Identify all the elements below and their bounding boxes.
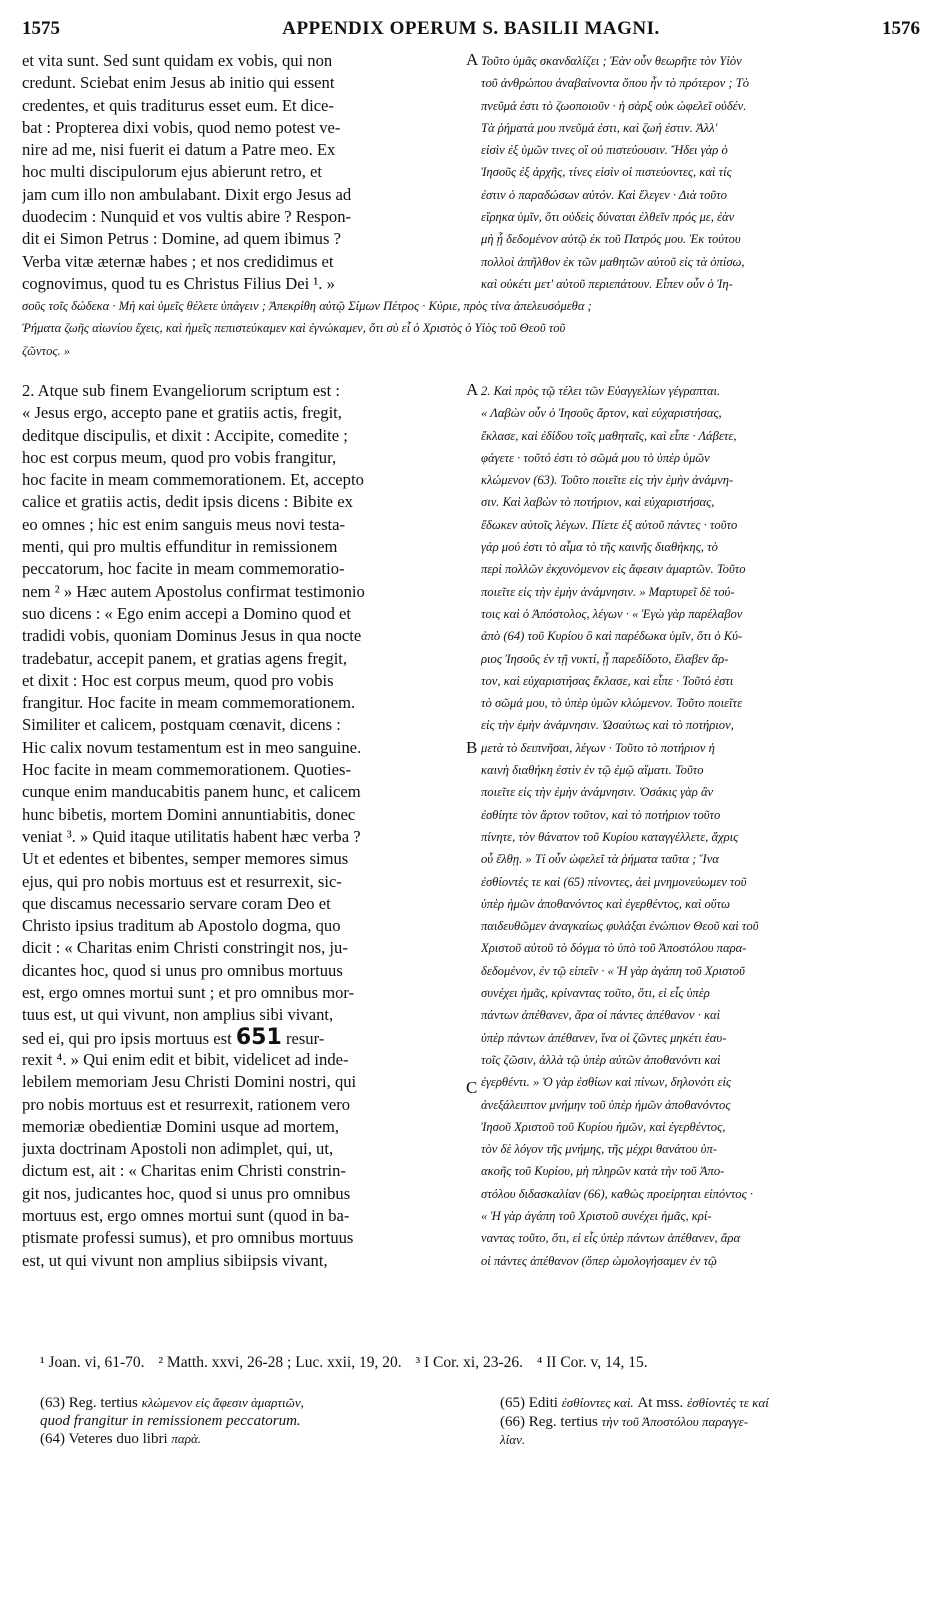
greek-full-width-lines <box>22 295 920 362</box>
text-line: deditque discipulis, et dixit : Accipite, comedite ; <box>22 425 348 445</box>
note-64-greek: παρὰ. <box>171 1431 202 1446</box>
text-line: τὸν δὲ λόγον τῆς μνήμης, τῆς μέχρι θανάτου ὑπ- <box>481 1142 717 1157</box>
note-65-text: At mss. <box>637 1395 684 1411</box>
margin-marker-b: B <box>466 738 478 757</box>
latin-line-with-column-number <box>22 1027 462 1049</box>
text-line: Christo ipsius traditum ab Apostolo dogma, quo <box>22 916 341 936</box>
text-line: et dixit : Hoc est corpus meum, quod pro vobis <box>22 670 334 690</box>
footnote-ref: ¹ Joan. vi, 61-70. <box>40 1354 145 1371</box>
text-line: jam cum illo non ambulabant. Dixit ergo Jesus ad <box>22 184 352 204</box>
text-line: Χριστοῦ αὐτοῦ τὸ δόγμα τὸ ὑπὸ τοῦ Ἀποστόλου παρα- <box>481 941 747 956</box>
note-63-label: (63) Reg. tertius <box>40 1395 138 1411</box>
text-line: frangitur. Hoc facite in meam commemorationem. <box>22 693 356 713</box>
text-line: dictum est, ait : « Charitas enim Christi constrin- <box>22 1161 346 1181</box>
note-65-greek: ἐσθίοντες καὶ. <box>561 1395 634 1410</box>
text-line: 2. Καὶ πρὸς τῷ τέλει τῶν Εὐαγγελίων γέγραπται. <box>481 384 721 398</box>
text-line: hunc bibetis, mortem Domini annuntiabitis, donec <box>22 804 356 824</box>
text-line: συνέχει ἡμᾶς, κρίναντας τοῦτο, ὅτι, εἰ εἷς ὑπὲρ <box>481 986 710 1001</box>
text-line: γάρ μού ἐστι τὸ αἷμα τὸ τῆς καινῆς διαθήκης, τὸ <box>481 540 718 555</box>
text-line: tradidi vobis, quoniam Dominus Jesus in qua nocte <box>22 626 362 646</box>
running-title: APPENDIX OPERUM S. BASILII MAGNI. <box>282 18 660 39</box>
text-line: ὑπὲρ πάντων ἀπέθανεν, ἵνα οἱ ζῶντες μηκέτι ἑαυ- <box>481 1030 727 1045</box>
text-line: et vita sunt. Sed sunt quidam ex vobis, qui non <box>22 51 333 70</box>
note-64-label: (64) Veteres duo libri <box>40 1431 168 1447</box>
text-line: φάγετε · τοῦτό ἐστι τὸ σῶμά μου τὸ ὑπὲρ ὑμῶν <box>481 450 710 465</box>
text-line: πίνητε, τὸν θάνατον τοῦ Κυρίου καταγγέλλετε, ἄχρις <box>481 829 739 844</box>
text-line: Ἰησοῦς ἐξ ἀρχῆς, τίνες εἰσὶν οἱ πιστεύοντες, καὶ τίς <box>481 165 732 180</box>
text-line: credunt. Sciebat enim Jesus ab initio qui essent <box>22 73 335 93</box>
text-line: dicit : « Charitas enim Christi constringit nos, ju- <box>22 938 348 958</box>
footnote-ref: ³ I Cor. xi, 23-26. <box>415 1354 523 1371</box>
text-line: est, ergo omnes mortui sunt ; et pro omnibus mor- <box>22 983 355 1003</box>
text-line: hoc est corpus meum, quod pro vobis frangitur, <box>22 447 337 467</box>
text-line: εἴρηκα ὑμῖν, ὅτι οὐδεὶς δύναται ἐλθεῖν πρός με, ἐὰν <box>481 210 735 225</box>
text-line: eo omnes ; hic est enim sanguis meus novi testa- <box>22 514 346 534</box>
text-line: credentes, et quis traditurus esset eum. Et dice- <box>22 95 334 115</box>
page-number-left: 1575 <box>22 18 60 39</box>
scripture-footnotes <box>40 1354 920 1372</box>
text-line: ἐσθίοντές τε καὶ (65) πίνοντες, ἀεὶ μνημονεύωμεν τοῦ <box>481 874 747 889</box>
text-line: rexit ⁴. » Qui enim edit et bibit, videlicet ad inde- <box>22 1050 349 1069</box>
text-line: calice et gratiis actis, dedit ipsis dicens : Bibite ex <box>22 492 353 512</box>
text-line: ποιεῖτε εἰς τὴν ἐμὴν ἀνάμνησιν. Ὁσάκις γὰρ ἂν <box>481 785 714 800</box>
text-line: τοῦ ἀνθρώπου ἀναβαίνοντα ὅπου ἦν τὸ πρότερον ; Τὸ <box>481 76 750 91</box>
margin-marker-c: C <box>466 1078 478 1097</box>
note-65-label: (65) Editi <box>500 1395 558 1411</box>
footnote-ref: ² Matth. xxvi, 26-28 ; Luc. xxii, 19, 20. <box>158 1354 402 1371</box>
text-line: dicantes hoc, quod si unus pro omnibus mortuus <box>22 960 343 980</box>
text-line: σοῦς τοῖς δώδεκα · Μὴ καὶ ὑμεῖς θέλετε ὑπάγειν ; Ἀπεκρίθη αὐτῷ Σίμων Πέτρος · Κύριε, πρὸς τίνα ἀπελευσόμεθα ; <box>22 299 592 313</box>
text-line: « Ἡ γὰρ ἀγάπη τοῦ Χριστοῦ συνέχει ἡμᾶς, κρί- <box>481 1208 712 1223</box>
greek-column-section-2 <box>481 380 921 1272</box>
text-line: ριος Ἰησοῦς ἐν τῇ νυκτί, ᾗ παρεδίδοτο, ἔλαβεν ἄρ- <box>481 651 729 666</box>
text-line: περὶ πολλῶν ἐκχυνόμενον εἰς ἄφεσιν ἁμαρτῶν. Τοῦτο <box>481 562 746 577</box>
editorial-notes-right <box>500 1394 920 1450</box>
text-line: bat : Propterea dixi vobis, quod nemo potest ve- <box>22 117 341 137</box>
text-line: Hic calix novum testamentum est in meo sanguine. <box>22 737 362 757</box>
text-line: Ἰησοῦ Χριστοῦ τοῦ Κυρίου ἡμῶν, καὶ ἐγερθέντος, <box>481 1119 726 1134</box>
margin-marker-a: A <box>466 50 479 69</box>
text-line: lebilem memoriam Jesu Christi Domini nostri, qui <box>22 1072 357 1092</box>
text-line: παιδευθῶμεν ἀναγκαίως φυλάξαι ἐνώπιον Θεοῦ καὶ τοῦ <box>481 919 759 934</box>
text-line: git nos, judicantes hoc, quod si unus pro omnibus <box>22 1183 351 1203</box>
text-line: cognovimus, quod tu es Christus Filius Dei ¹. » <box>22 273 335 293</box>
note-66-greek: τὴν τοῦ Ἀποστόλου παραγγε- <box>601 1413 749 1429</box>
text-line: ἔδωκεν αὐτοῖς λέγων. Πίετε ἐξ αὐτοῦ πάντες · τοῦτο <box>481 517 738 532</box>
text-line: ποιεῖτε εἰς τὴν ἐμὴν ἀνάμνησιν. » Μαρτυρεῖ δὲ τού- <box>481 584 735 599</box>
text-line: cunque enim manducabitis panem hunc, et calicem <box>22 782 361 802</box>
latin-column-section-2 <box>22 380 462 1027</box>
latin-column-section-3 <box>22 1049 462 1272</box>
text-line: ὑπὲρ ἡμῶν ἀποθανόντος καὶ ἐγερθέντος, καὶ οὕτω <box>481 896 730 911</box>
text-line: hoc multi discipulorum ejus abierunt retro, et <box>22 162 323 182</box>
text-line: ἐσθίητε τὸν ἄρτον τοῦτον, καὶ τὸ ποτήριον τοῦτο <box>481 807 721 822</box>
note-66-label: (66) Reg. tertius <box>500 1413 598 1430</box>
text-line: ptismate professi sumus), et pro omnibus mortuus <box>22 1228 354 1248</box>
text-line: πνεῦμά ἐστι τὸ ζωοποιοῦν · ἡ σὰρξ οὐκ ὠφελεῖ οὐδέν. <box>481 98 747 113</box>
page-number-right: 1576 <box>882 18 920 39</box>
text-line: juxta doctrinam Apostoli non adimplet, qui, ut, <box>22 1139 334 1159</box>
text-line: οἱ πάντες ἀπέθανον (ὅπερ ὡμολογήσαμεν ἐν τῷ <box>481 1253 717 1268</box>
text-line: « Λαβὼν οὖν ὁ Ἰησοῦς ἄρτον, καὶ εὐχαριστήσας, <box>481 406 722 421</box>
text-line: δεδομένον, ἐν τῷ εἰπεῖν · « Ἡ γὰρ ἀγάπη τοῦ Χριστοῦ <box>481 963 745 978</box>
text-line: mortuus est, ergo omnes mortui sunt (quod in ba- <box>22 1206 350 1226</box>
text-line: memoriæ obedientiæ Domini usque ad mortem, <box>22 1116 340 1136</box>
text-line: Τὰ ῥήματά μου πνεῦμά ἐστι, καὶ ζωή ἐστιν. Ἀλλ' <box>481 120 718 135</box>
text-line: pro nobis mortuus est et resurrexit, rationem vero <box>22 1094 351 1114</box>
text-line: hoc facite in meam commemorationem. Et, accepto <box>22 470 364 490</box>
latin-line-text: sed ei, qui pro ipsis mortuus est <box>22 1028 236 1048</box>
text-line: peccatorum, hoc facite in meam commemoratio- <box>22 559 345 579</box>
latin-column-section-1 <box>22 50 462 295</box>
greek-column-section-1 <box>481 50 921 295</box>
text-line: ejus, qui pro nobis mortuus est et resurrexit, sic- <box>22 871 342 891</box>
text-line: τὸ σῶμά μου, τὸ ὑπὲρ ὑμῶν κλώμενον. Τοῦτο ποιεῖτε <box>481 696 743 711</box>
text-line: εἰς τὴν ἐμὴν ἀνάμνησιν. Ὡσαύτως καὶ τὸ ποτήριον, <box>481 718 734 733</box>
text-line: « Jesus ergo, accepto pane et gratiis actis, fregit, <box>22 403 342 423</box>
text-line: Ut et edentes et bibentes, semper memores simus <box>22 849 349 869</box>
text-line: καὶ οὐκέτι μετ' αὐτοῦ περιεπάτουν. Εἶπεν οὖν ὁ Ἰη- <box>481 276 733 291</box>
text-line: τοις καὶ ὁ Ἀπόστολος, λέγων · « Ἐγὼ γὰρ παρέλαβον <box>481 606 743 621</box>
latin-line-text: resur- <box>281 1028 325 1048</box>
text-line: καινὴ διαθήκη ἐστὶν ἐν τῷ ἐμῷ αἵματι. Τοῦτο <box>481 763 704 778</box>
text-line: ἐστιν ὁ παραδώσων αὐτόν. Καὶ ἔλεγεν · Διὰ τοῦτο <box>481 187 727 202</box>
text-line: κλώμενον (63). Τοῦτο ποιεῖτε εἰς τὴν ἐμὴν ἀνάμνη- <box>481 473 734 488</box>
editorial-notes-left <box>40 1394 480 1449</box>
text-line: Verba vitæ æternæ habes ; et nos credidimus et <box>22 251 334 271</box>
text-line: nem ² » Hæc autem Apostolus confirmat testimonio <box>22 581 365 601</box>
text-line: ἔκλασε, καὶ ἐδίδου τοῖς μαθηταῖς, καὶ εἶπε · Λάβετε, <box>481 428 737 443</box>
footnote-ref: ⁴ II Cor. v, 14, 15. <box>536 1354 648 1371</box>
running-header <box>22 18 920 44</box>
text-line: τοῖς ζῶσιν, ἀλλὰ τῷ ὑπὲρ αὐτῶν ἀποθανόντι καὶ <box>481 1052 721 1067</box>
note-63-greek: κλώμενον εἰς ἄφεσιν ἁμαρτιῶν, <box>141 1395 304 1410</box>
text-line: que discamus necessario servare coram Deo et <box>22 893 331 913</box>
text-line: οὗ ἔλθῃ. » Τί οὖν ὠφελεῖ τὰ ῥήματα ταῦτα ; Ἵνα <box>481 852 719 867</box>
text-line: τον, καὶ εὐχαριστήσας ἔκλασε, καὶ εἶπε · Τοῦτό ἐστι <box>481 673 734 688</box>
text-line: ζῶντος. » <box>22 343 71 358</box>
text-line: Hoc facite in meam commemorationem. Quoties- <box>22 760 351 780</box>
text-line: 2. Atque sub finem Evangeliorum scriptum est : <box>22 381 340 400</box>
text-line: ἀνεξάλειπτον μνήμην τοῦ ὑπὲρ ἡμῶν ἀποθανόντος <box>481 1097 731 1112</box>
text-line: πάντων ἀπέθανεν, ἄρα οἱ πάντες ἀπέθανον · καὶ <box>481 1008 721 1023</box>
text-line: veniat ³. » Quid itaque utilitatis habent hæc verba ? <box>22 826 361 846</box>
text-line: εἰσὶν ἐξ ὑμῶν τινες οἳ οὐ πιστεύουσιν. Ἤδει γὰρ ὁ <box>481 143 728 158</box>
text-line: Similiter et calicem, postquam cœnavit, dicens : <box>22 715 341 735</box>
note-63-latin: quod frangitur in remissionem peccatorum. <box>40 1412 301 1429</box>
text-line: Ῥήματα ζωῆς αἰωνίου ἔχεις, καὶ ἡμεῖς πεπιστεύκαμεν καὶ ἐγνώκαμεν, ὅτι σὺ εἶ ὁ Χριστὸς ὁ Υἱὸς τοῦ Θεοῦ τοῦ <box>22 321 566 336</box>
text-line: tuus est, ut qui vivunt, non amplius sibi vivant, <box>22 1005 334 1025</box>
text-line: duodecim : Nunquid et vos vultis abire ? Respon- <box>22 207 352 227</box>
text-line: nire ad me, nisi fuerit ei datum a Patre meo. Ex <box>22 140 336 160</box>
margin-marker-a: A <box>466 380 479 399</box>
text-line: suo dicens : « Ego enim accepi a Domino quod et <box>22 603 352 623</box>
text-line: μὴ ᾖ δεδομένον αὐτῷ ἐκ τοῦ Πατρός μου. Ἐκ τούτου <box>481 232 741 247</box>
text-line: tradebatur, accepit panem, et gratias agens fregit, <box>22 648 348 668</box>
migne-column-number: 651 <box>235 1026 282 1049</box>
text-line: ἀπὸ (64) τοῦ Κυρίου ὃ καὶ παρέδωκα ὑμῖν, ὅτι ὁ Κύ- <box>481 629 743 644</box>
text-line: menti, qui pro multis effunditur in remissionem <box>22 537 338 557</box>
text-line: Τοῦτο ὑμᾶς σκανδαλίζει ; Ἐὰν οὖν θεωρῆτε τὸν Υἱὸν <box>481 54 742 68</box>
text-line: ναντας τοῦτο, ὅτι, εἰ εἷς ὑπὲρ πάντων ἀπέθανεν, ἄρα <box>481 1231 741 1246</box>
note-66-greek-end: λίαν. <box>500 1432 526 1447</box>
text-line: dit ei Simon Petrus : Domine, ad quem ibimus ? <box>22 229 341 249</box>
note-65-greek-alt: ἐσθίοντές τε καί <box>687 1395 769 1410</box>
text-line: μετὰ τὸ δειπνῆσαι, λέγων · Τοῦτο τὸ ποτήριον ἡ <box>481 740 715 755</box>
text-line: πολλοὶ ἀπῆλθον ἐκ τῶν μαθητῶν αὐτοῦ εἰς τὰ ὀπίσω, <box>481 254 745 269</box>
text-line: ἐγερθέντι. » Ὁ γὰρ ἐσθίων καὶ πίνων, δηλονότι εἰς <box>481 1075 732 1090</box>
text-line: ακοῆς τοῦ Κυρίου, μὴ πληρῶν κατὰ τὴν τοῦ Ἀπο- <box>481 1164 725 1179</box>
text-line: στόλου διδασκαλίαν (66), καθὼς προείρηται εἰπόντος · <box>481 1186 753 1201</box>
text-line: σιν. Καὶ λαβὼν τὸ ποτήριον, καὶ εὐχαριστήσας, <box>481 495 715 510</box>
text-line: est, ut qui vivunt non amplius sibiipsis vivant, <box>22 1250 328 1270</box>
